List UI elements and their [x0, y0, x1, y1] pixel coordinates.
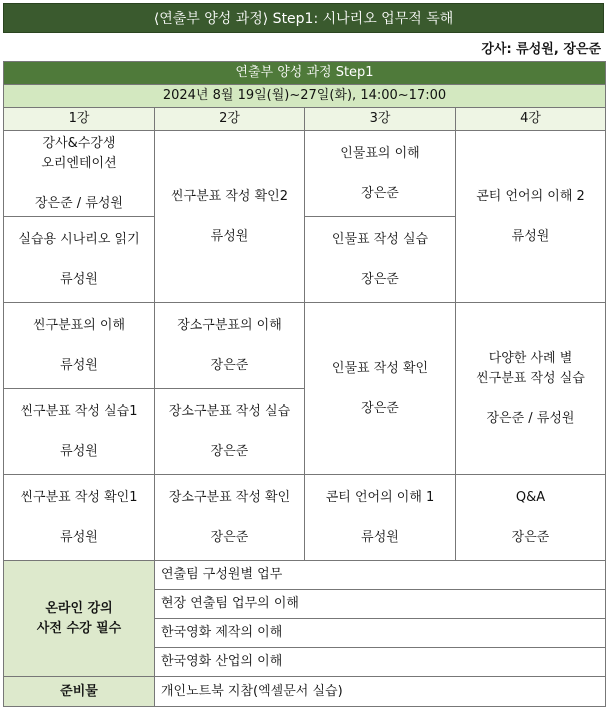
session-teacher: 장은준 / 류성원 [486, 410, 575, 426]
online-item: 한국영화 제작의 이해 [155, 619, 606, 648]
session-cell [4, 389, 155, 475]
online-label-line: 사전 수강 필수 [36, 620, 122, 636]
session-cell [4, 303, 155, 389]
session-title: 장소구분표의 이해 [177, 317, 282, 333]
session-teacher: 장은준 [361, 271, 399, 287]
prep-label: 준비물 [4, 677, 155, 707]
session-teacher: 류성원 [60, 443, 98, 459]
online-item: 현장 연출팀 업무의 이해 [155, 590, 606, 619]
course-heading: 연출부 양성 과정 Step1 [4, 62, 606, 85]
session-teacher: 류성원 [60, 271, 98, 287]
session-teacher: 류성원 [60, 357, 98, 373]
prep-value: 개인노트북 지참(엑셀문서 실습) [155, 677, 606, 707]
session-title: 장소구분표 작성 실습 [168, 403, 291, 419]
online-label [4, 561, 155, 677]
session-teacher: 장은준 [511, 529, 550, 545]
session-title: 강사&수강생 [42, 135, 116, 151]
session-cell [456, 131, 606, 303]
session-title: 씬구분표 작성 실습 [476, 370, 585, 386]
session-title: 씬구분표 작성 실습1 [20, 403, 138, 419]
course-dates: 2024년 8월 19일(월)~27일(화), 14:00~17:00 [4, 85, 606, 108]
session-cell [456, 475, 606, 561]
session-title: 오리엔테이션 [41, 155, 117, 171]
session-title: 장소구분표 작성 확인 [168, 489, 291, 505]
column-header: 4강 [456, 108, 606, 131]
session-teacher: 류성원 [210, 228, 249, 244]
schedule-table [3, 61, 606, 707]
session-cell [305, 303, 456, 475]
session-title: 인물표 작성 확인 [331, 360, 429, 376]
session-cell [4, 475, 155, 561]
session-teacher: 류성원 [361, 529, 399, 545]
session-teacher: 장은준 / 류성원 [35, 195, 123, 211]
session-title: Q&A [515, 489, 546, 505]
session-cell [155, 389, 305, 475]
session-cell [305, 475, 456, 561]
session-cell [155, 131, 305, 303]
online-label-line: 온라인 강의 [45, 600, 113, 616]
session-teacher: 장은준 [210, 443, 249, 459]
session-teacher: 장은준 [210, 529, 249, 545]
session-title: 인물표 작성 실습 [331, 231, 429, 247]
session-title: 씬구분표 작성 확인1 [20, 489, 138, 505]
session-teacher: 장은준 [210, 357, 249, 373]
session-cell [456, 303, 606, 475]
session-title: 콘티 언어의 이해 2 [476, 188, 585, 204]
session-cell [155, 303, 305, 389]
session-teacher: 장은준 [361, 400, 399, 416]
online-item: 한국영화 산업의 이해 [155, 648, 606, 677]
session-cell [4, 131, 155, 217]
session-teacher: 장은준 [361, 185, 399, 201]
session-teacher: 류성원 [511, 228, 550, 244]
session-title: 씬구분표 작성 확인2 [171, 188, 288, 204]
session-title: 인물표의 이해 [340, 145, 420, 161]
session-title: 씬구분표의 이해 [32, 317, 126, 333]
online-item: 연출팀 구성원별 업무 [155, 561, 606, 590]
session-title: 다양한 사례 별 [488, 350, 573, 366]
session-cell [4, 217, 155, 303]
session-cell [305, 131, 456, 217]
page-title: ⟨연출부 양성 과정⟩ Step1: 시나리오 업무적 독해 [3, 3, 604, 33]
session-teacher: 류성원 [60, 529, 98, 545]
instructor-line: 강사: 류성원, 장은준 [481, 42, 601, 57]
session-title: 콘티 언어의 이해 1 [325, 489, 435, 505]
session-cell [305, 217, 456, 303]
session-title: 실습용 시나리오 읽기 [18, 231, 140, 247]
column-header: 3강 [305, 108, 456, 131]
column-header: 2강 [155, 108, 305, 131]
column-header: 1강 [4, 108, 155, 131]
session-cell [155, 475, 305, 561]
